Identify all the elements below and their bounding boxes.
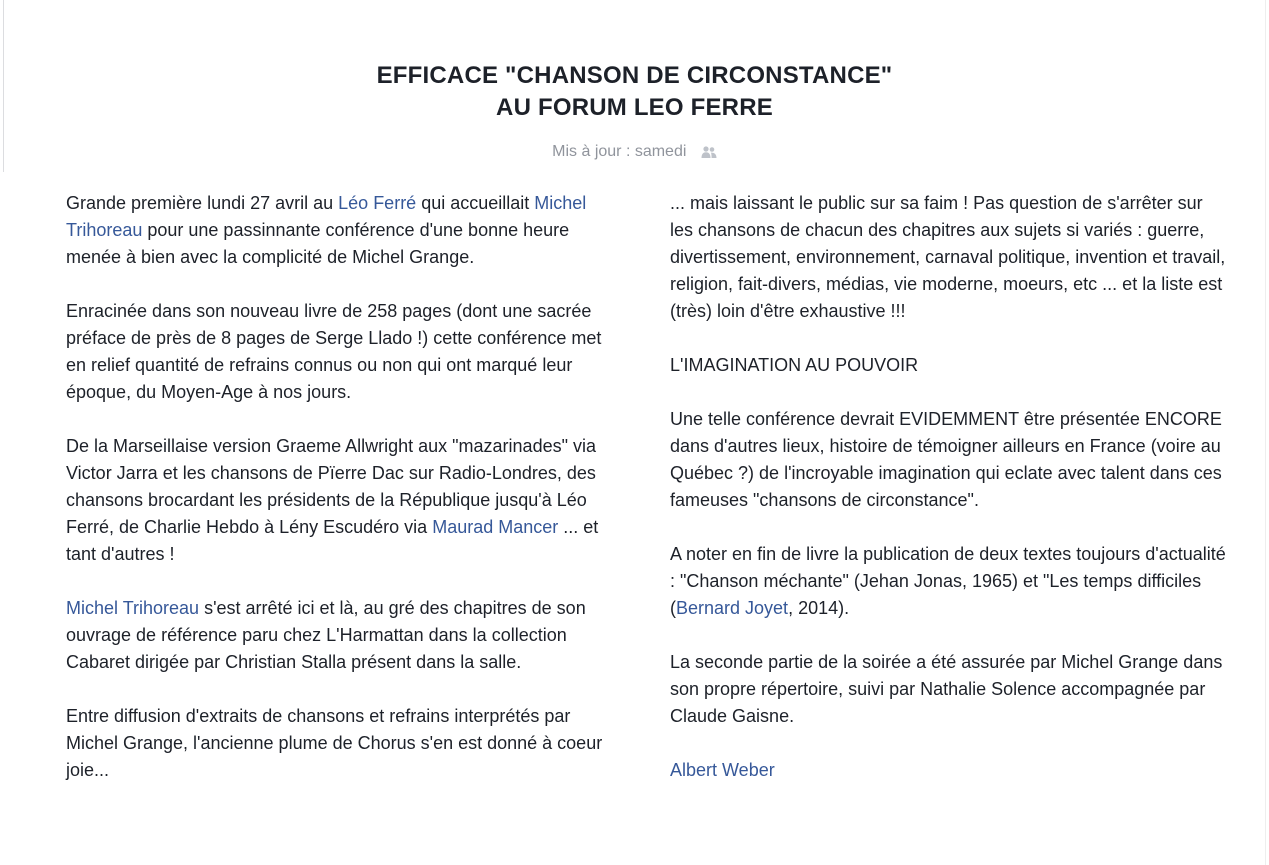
link-leo-ferre[interactable]: Léo Ferré xyxy=(338,193,417,213)
link-author-albert-weber[interactable]: Albert Weber xyxy=(670,760,775,780)
paragraph: De la Marseillaise version Graeme Allwright aux "mazarinades" via Victor Jarra et les chansons de Pïerre Dac sur Radio-Londres, des chansons brocardant les présidents de la République jusqu'à Léo Ferré, de Charlie Hebdo à Lény Escudéro via Maurad Mancer ... et tant d'autres ! xyxy=(66,436,599,564)
paragraph: Une telle conférence devrait EVIDEMMENT être présentée ENCORE dans d'autres lieux, histoire de témoigner ailleurs en France (voire au Québec ?) de l'incroyable imagination qui eclate avec talent dans ces fameuses "chansons de circonstance". xyxy=(670,409,1222,510)
paragraph: ... mais laissant le public sur sa faim ! Pas question de s'arrêter sur les chansons de chacun des chapitres aux sujets si variés : guerre, divertissement, environnement, carnaval politique, invention et travail, religion, fait-divers, médias, vie moderne, moeurs, etc ... et la liste est (très) loin d'être exhaustive !!! xyxy=(670,193,1226,321)
section-heading: L'IMAGINATION AU POUVOIR xyxy=(670,355,919,375)
friends-icon[interactable] xyxy=(701,145,717,165)
paragraph: Enracinée dans son nouveau livre de 258 pages (dont une sacrée préface de près de 8 pages de Serge Llado !) cette conférence met en relief quantité de refrains connus ou non qui ont marqué leur époque, du Moyen-Age à nos jours. xyxy=(66,301,602,402)
paragraph: Michel Trihoreau s'est arrêté ici et là, au gré des chapitres de son ouvrage de référence paru chez L'Harmattan dans la collection Cabaret dirigée par Christian Stalla présent dans la salle. xyxy=(66,598,586,672)
paragraph: Grande première lundi 27 avril au Léo Ferré qui accueillait Michel Trihoreau pour une passinnante conférence d'une bonne heure menée à bien avec la complicité de Michel Grange. xyxy=(66,193,587,267)
right-column xyxy=(670,190,1230,811)
title-line-2: AU FORUM LEO FERRE xyxy=(496,94,773,121)
paragraph: La seconde partie de la soirée a été assurée par Michel Grange dans son propre répertoire, suivi par Nathalie Solence accompagnée par Claude Gaisne. xyxy=(670,652,1223,726)
title-line-1: EFFICACE "CHANSON DE CIRCONSTANCE" xyxy=(376,62,893,89)
updated-date: Mis à jour : samedi xyxy=(552,143,687,160)
link-michel-trihoreau[interactable]: Michel Trihoreau xyxy=(66,193,587,240)
article-title xyxy=(0,60,1269,124)
left-column xyxy=(66,190,621,811)
link-michel-trihoreau-2[interactable]: Michel Trihoreau xyxy=(66,598,200,618)
right-border-line xyxy=(1265,0,1266,865)
link-bernard-joyet[interactable]: Bernard Joyet xyxy=(676,598,789,618)
paragraph: A noter en fin de livre la publication de deux textes toujours d'actualité : "Chanson méchante" (Jehan Jonas, 1965) et "Les temps difficiles (Bernard Joyet, 2014). xyxy=(670,544,1226,618)
paragraph: Entre diffusion d'extraits de chansons et refrains interprétés par Michel Grange, l'ancienne plume de Chorus s'en est donné à coeur joie... xyxy=(66,706,603,780)
link-maurad-mancer[interactable]: Maurad Mancer xyxy=(432,517,559,537)
article-meta xyxy=(0,142,1269,165)
author-line xyxy=(670,757,1230,784)
